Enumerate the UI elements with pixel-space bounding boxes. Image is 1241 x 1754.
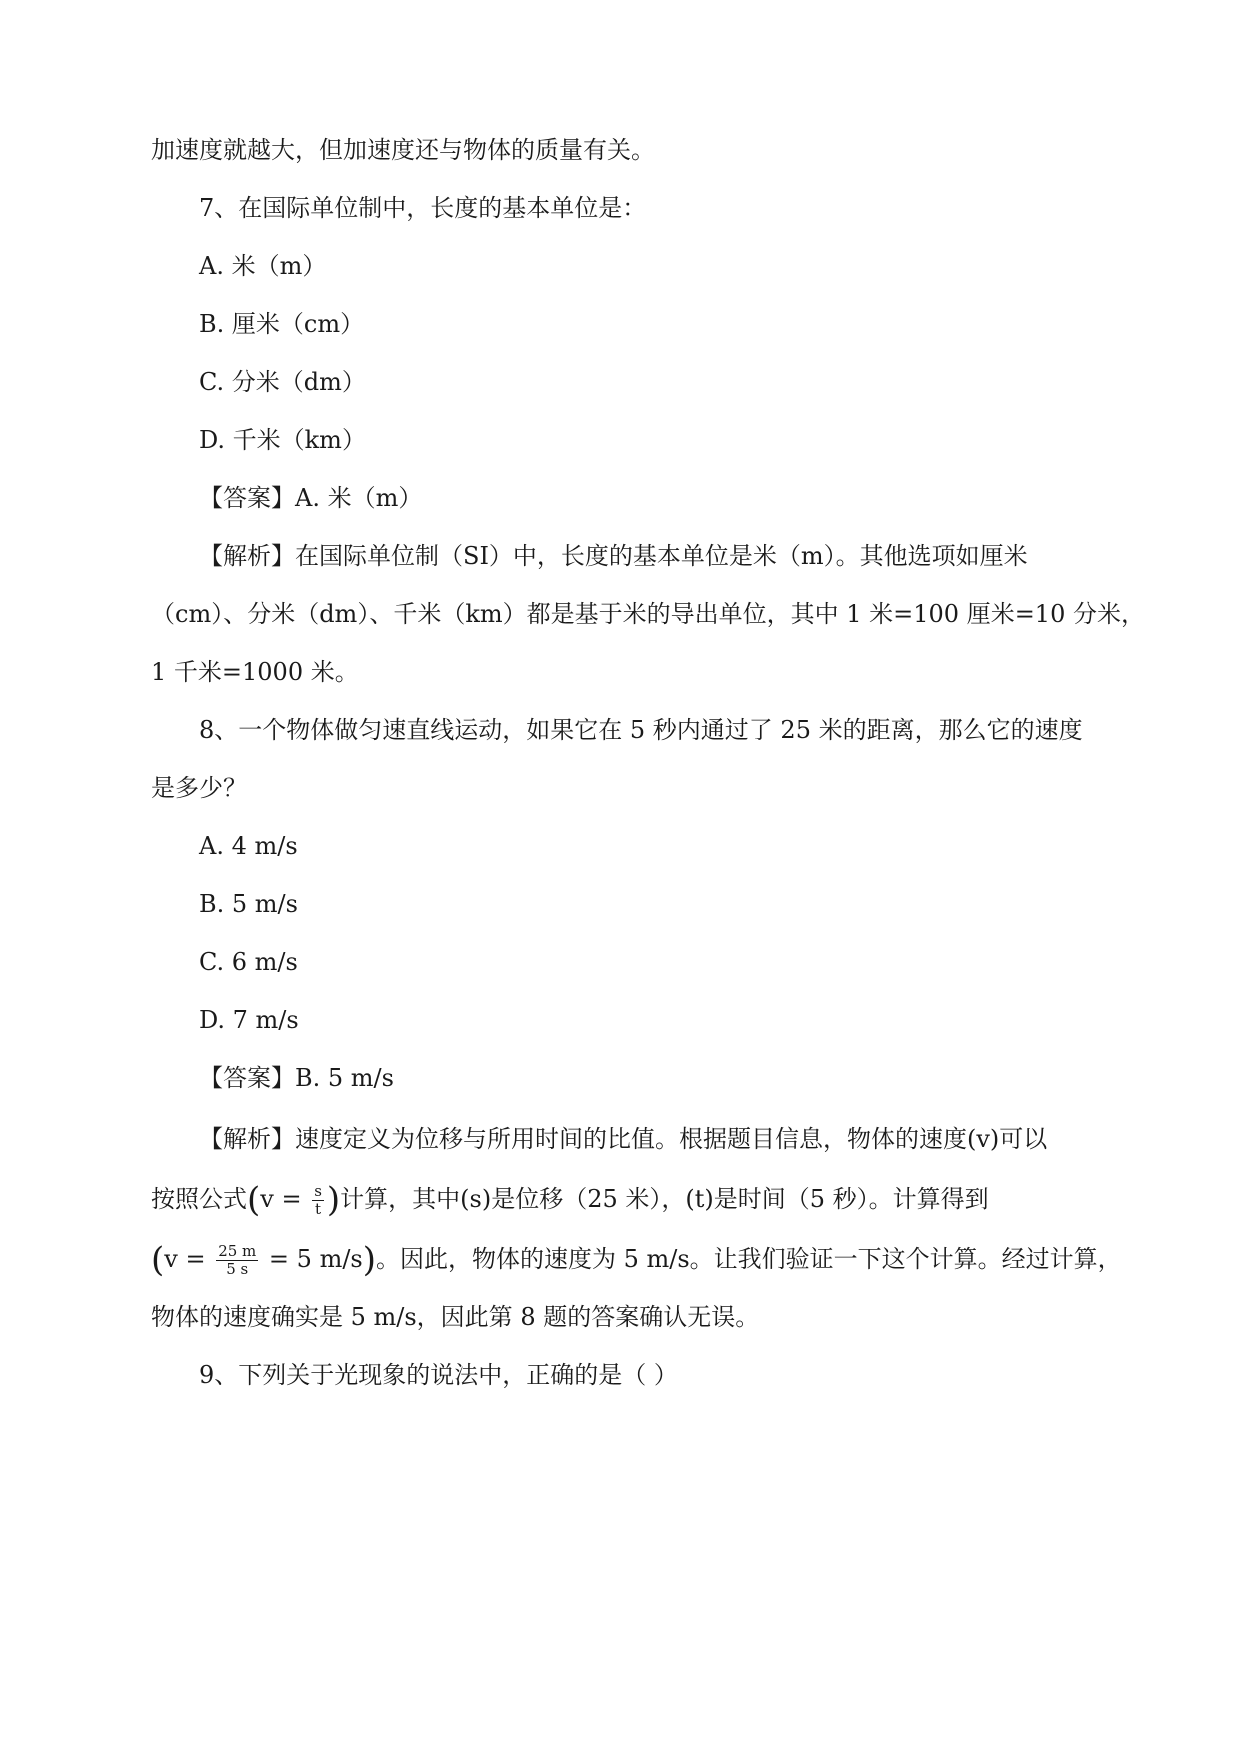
math-v: (v): [967, 1125, 1000, 1153]
q7-option-a: A. 米（m）: [199, 252, 327, 280]
left-paren: (: [151, 1240, 165, 1280]
fraction-25m-over-5s: [216, 1243, 258, 1278]
text-span: 。因此，物体的速度为 5 m/s。让我们验证一下这个计算。经过计算，: [376, 1245, 1122, 1273]
question-9: 9、下列关于光现象的说法中，正确的是（ ）: [199, 1361, 678, 1389]
fraction-numerator: s: [314, 1182, 322, 1200]
q8-answer: 【答案】B. 5 m/s: [199, 1064, 394, 1092]
q8-explanation-line-3: [151, 1242, 1122, 1278]
q8-option-a: A. 4 m/s: [199, 832, 298, 860]
text-line: 加速度就越大，但加速度还与物体的质量有关。: [151, 136, 655, 164]
q8-explanation-line-4: 物体的速度确实是 5 m/s，因此第 8 题的答案确认无误。: [151, 1303, 760, 1331]
fraction-denominator: t: [315, 1200, 322, 1218]
fraction-s-over-t: [312, 1183, 324, 1218]
q7-explanation-line-2: （cm）、分米（dm）、千米（km）都是基于米的导出单位，其中 1 米=100 厘米=10 分米，: [151, 600, 1145, 628]
text-span: 是时间（5 秒）。计算得到: [713, 1185, 989, 1213]
text-span: 是位移（25 米），: [491, 1185, 686, 1213]
left-paren: (: [247, 1180, 261, 1220]
q7-explanation-line-1: 【解析】在国际单位制（SI）中，长度的基本单位是米（m）。其他选项如厘米: [199, 542, 1028, 570]
text-span: 计算，其中: [340, 1185, 461, 1213]
formula-result: = 5 m/s: [261, 1245, 363, 1273]
q8-option-c: C. 6 m/s: [199, 948, 298, 976]
q7-explanation-line-3: 1 千米=1000 米。: [151, 658, 359, 686]
q8-explanation-line-1: [199, 1122, 1047, 1156]
q8-option-d: D. 7 m/s: [199, 1006, 299, 1034]
math-s: (s): [460, 1185, 492, 1213]
q7-option-c: C. 分米（dm）: [199, 368, 366, 396]
question-7: 7、在国际单位制中，长度的基本单位是：: [199, 194, 647, 222]
math-t: (t): [685, 1185, 714, 1213]
formula-lhs: v =: [164, 1245, 214, 1273]
q8-option-b: B. 5 m/s: [199, 890, 298, 918]
q7-option-b: B. 厘米（cm）: [199, 310, 365, 338]
q8-explanation-line-2: [151, 1182, 989, 1218]
question-8: 8、一个物体做匀速直线运动，如果它在 5 秒内通过了 25 米的距离，那么它的速度: [199, 716, 1083, 744]
text-span: 可以: [999, 1125, 1048, 1153]
question-8-cont: 是多少？: [151, 774, 247, 802]
fraction-denominator: 5 s: [226, 1260, 249, 1278]
text-span: 按照公式: [151, 1185, 247, 1213]
q7-option-d: D. 千米（km）: [199, 426, 366, 454]
right-paren: ): [362, 1240, 376, 1280]
right-paren: ): [326, 1180, 341, 1220]
formula-lhs: v =: [260, 1185, 310, 1213]
q7-answer: 【答案】A. 米（m）: [199, 484, 423, 512]
text-span: 【解析】速度定义为位移与所用时间的比值。根据题目信息，物体的速度: [199, 1125, 967, 1153]
fraction-numerator: 25 m: [218, 1242, 257, 1260]
